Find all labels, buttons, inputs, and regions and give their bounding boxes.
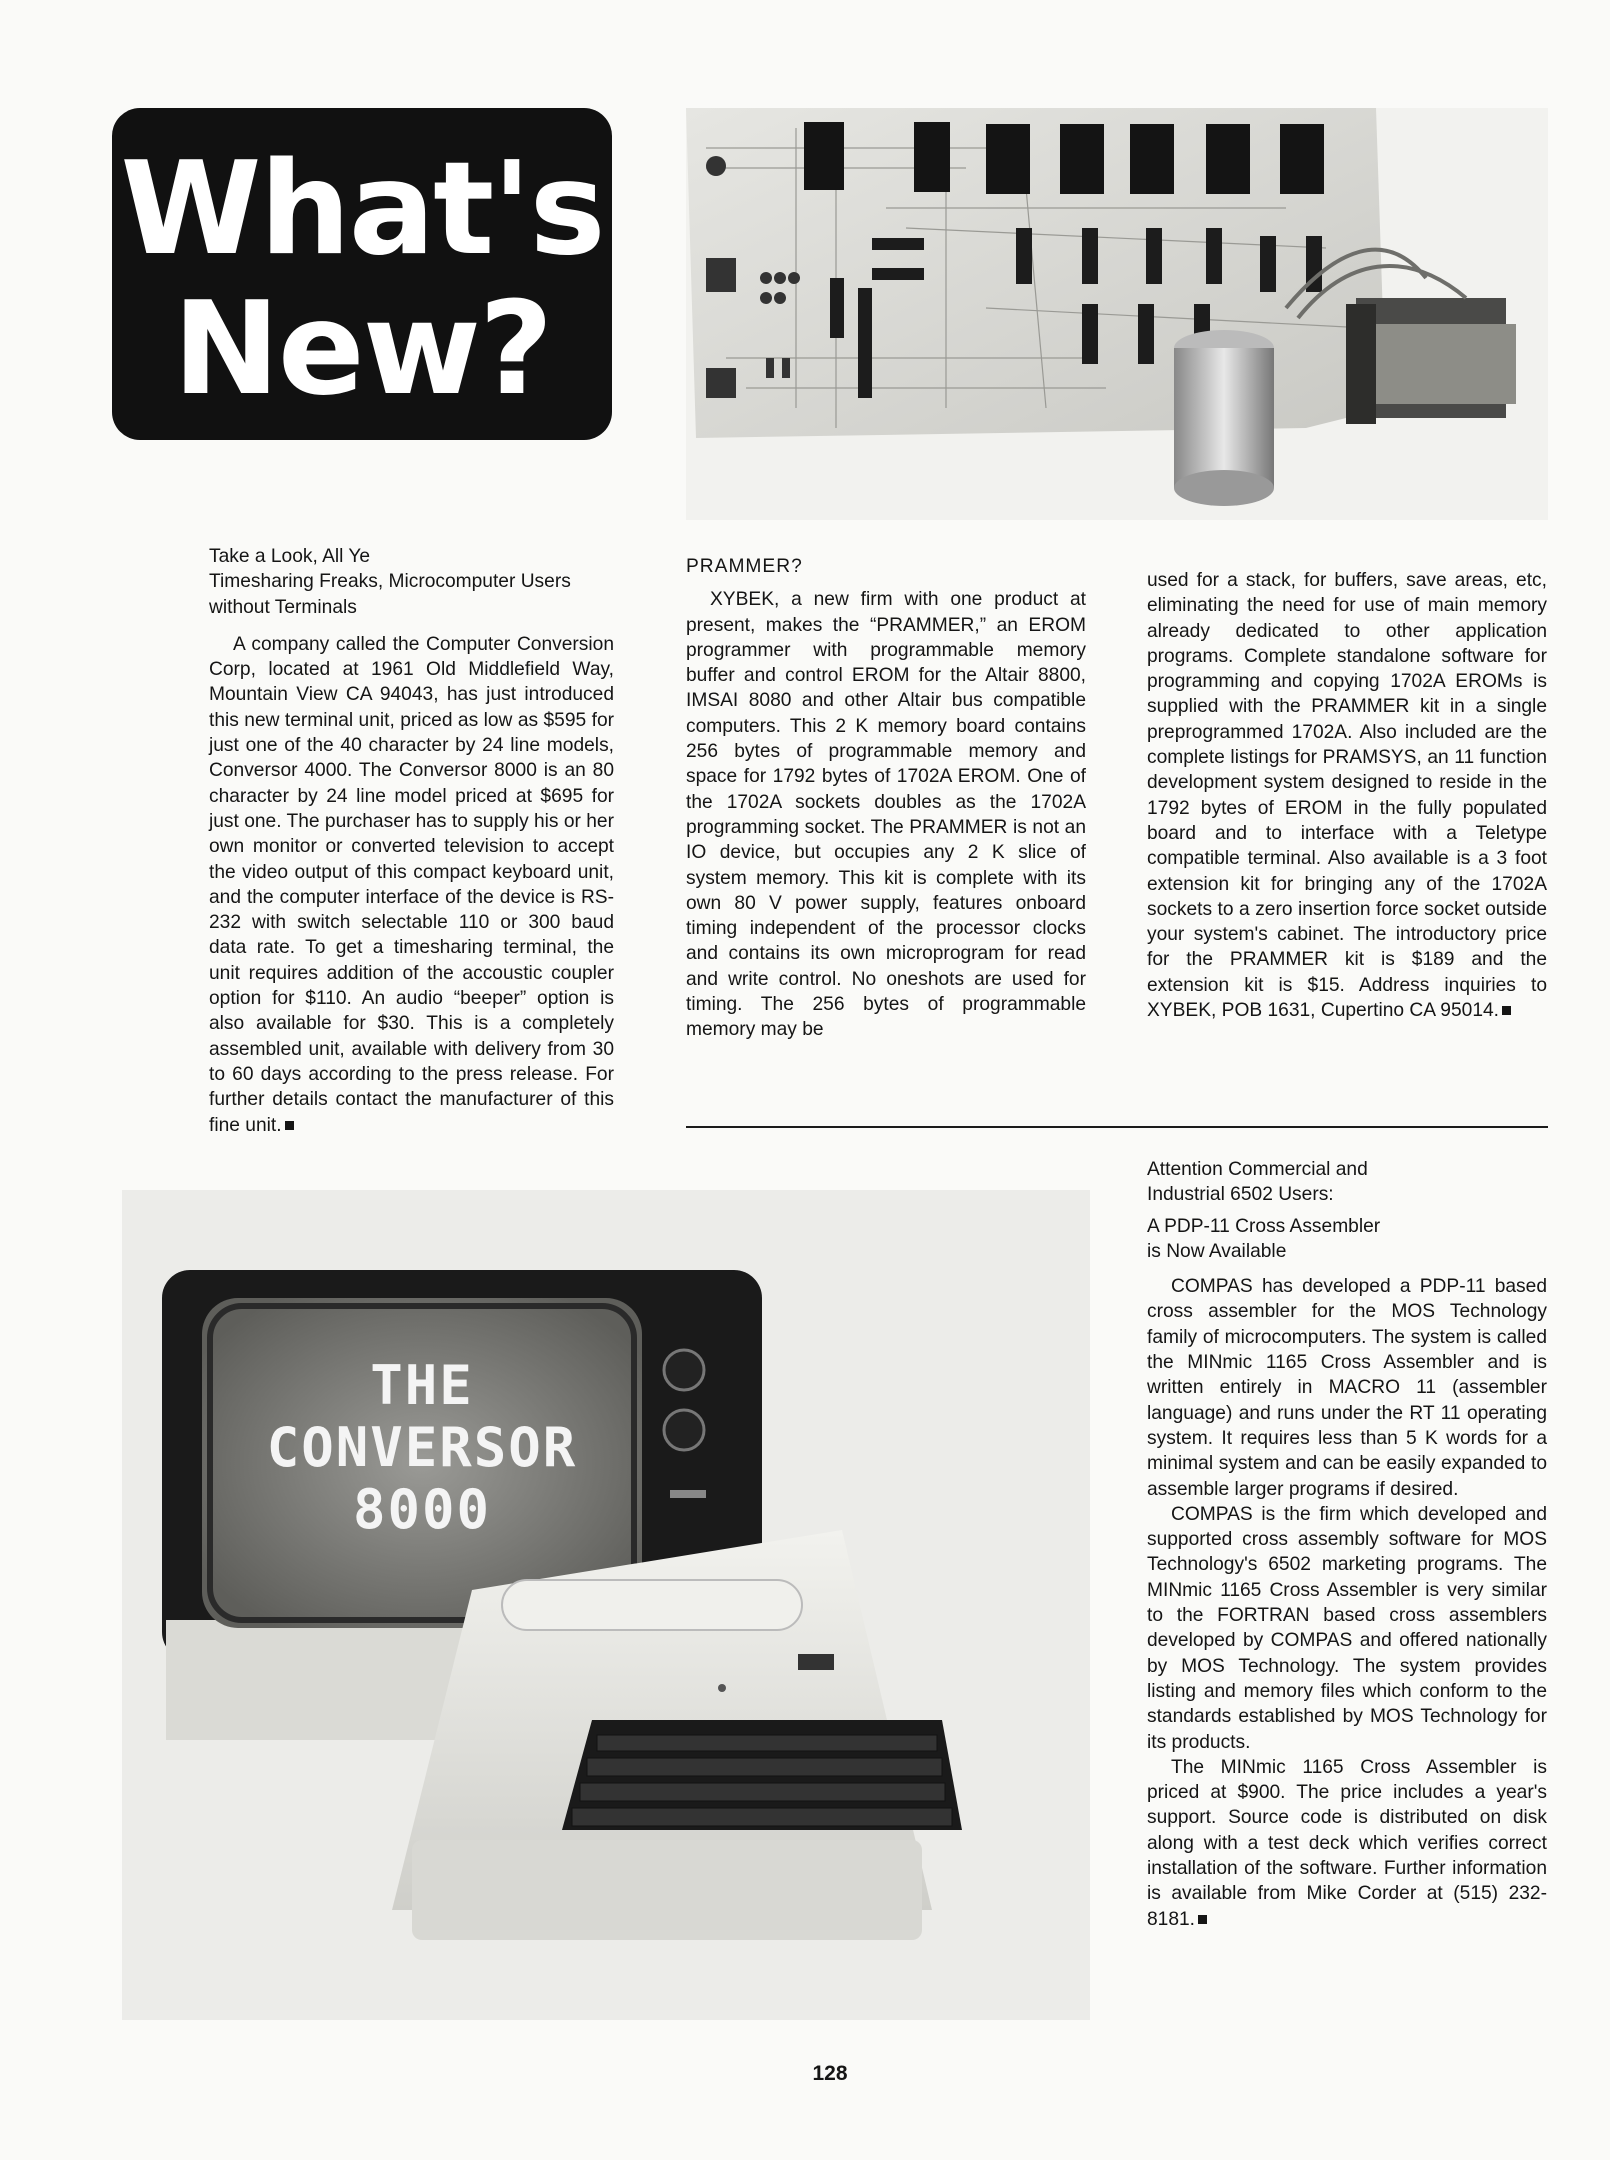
prammer-board-photo: [686, 108, 1548, 520]
article-compas-column: [1147, 1157, 1547, 1932]
article-terminal-title: [209, 544, 614, 620]
article-prammer-body-part1: XYBEK, a new firm with one product at present, makes the “PRAMMER,” an EROM programmer with programmable memory buffer and control EROM for the Altair 8800, IMSAI 8080 and other Altair bus compatible computers. This 2 K memory board contains 256 bytes of programmable memory and space for 1792 bytes of 1702A EROM. One of the 1702A sockets doubles as the 1702A programming socket. The PRAMMER is not an IO device, but occupies any 2 K slice of system memory. This kit is complete with its own 80 V power supply, features onboard timing independent of the processor clocks and contains its own microprogram for read and write control. No oneshots are used for timing. The 256 bytes of programmable memory may be: [686, 589, 1086, 1041]
article-terminal-title-line-2: Timesharing Freaks, Microcomputer Users: [209, 571, 571, 593]
article-terminal-body: [209, 632, 614, 1138]
article-compas-subtitle-line-2: is Now Available: [1147, 1240, 1287, 1262]
article-terminal-title-line-3: without Terminals: [209, 596, 357, 618]
article-compas-paragraph-3-text: The MINmic 1165 Cross Assembler is priced at $900. The price includes a year's support. Source code is distributed on disk along with a test deck which verifies correct installation of the software. Further information is available from Mike Corder at (515) 232-8181.: [1147, 1756, 1547, 1930]
article-compas-title-line-1: Attention Commercial and: [1147, 1159, 1368, 1180]
terminal-screen-line-2: CONVERSOR: [266, 1416, 578, 1479]
article-terminal-column: [209, 544, 614, 1138]
article-compas-paragraph-2: COMPAS is the firm which developed and supported cross assembly software for MOS Technology's 6502 marketing programs. The MINmic 1165 Cross Assembler is very similar to the FORTRAN based cross assemblers developed by COMPAS and offered nationally by MOS Technology. The system provides listing and memory files which conform to the standards established by MOS Technology for its products.: [1147, 1503, 1547, 1753]
article-prammer-column: [686, 554, 1086, 1043]
article-compas-subtitle-line-1: A PDP-11 Cross Assembler: [1147, 1215, 1381, 1237]
heading-line-1: What's: [120, 135, 604, 284]
section-divider: [686, 1126, 1548, 1128]
terminal-screen-line-1: THE: [370, 1354, 474, 1417]
article-compas-paragraph-1: COMPAS has developed a PDP-11 based cross assembler for the MOS Technology family of microcomputers. The system is called the MINmic 1165 Cross Assembler and is written entirely in MACRO 11 (assembler language) and runs under the RT 11 operating system. It requires less than 5 K words for a minimal system and can be easily expanded to assemble larger programs if desired.: [1147, 1276, 1547, 1500]
whats-new-heading-box: [112, 108, 612, 440]
article-compas-title: [1147, 1157, 1547, 1208]
article-prammer-body-part2: [1147, 568, 1547, 1023]
article-compas-subtitle: [1147, 1214, 1547, 1265]
end-mark: [285, 1121, 294, 1130]
end-mark: [1198, 1915, 1207, 1924]
conversor-terminal-photo: [122, 1190, 1090, 2020]
article-terminal-body-text: A company called the Computer Conversion Corp, located at 1961 Old Middlefield Way, Mountain View CA 94043, has just introduced this new terminal unit, priced as low as $595 for just one of the 40 character by 24 line models, Conversor 4000. The Conversor 8000 is an 80 character by 24 line model priced at $695 for just one. The purchaser has to supply his or her own monitor or converted television to accept the video output of this compact keyboard unit, and the computer interface of the device is RS-232 with switch selectable 110 or 300 baud data rate. To get a timesharing terminal, the unit requires addition of the accoustic coupler option for $110. An audio “beeper” option is also available for $30. This is a completely assembled unit, available with delivery from 30 to 60 days according to the press release. For further details contact the manufacturer of this fine unit.: [209, 633, 614, 1136]
article-prammer-column-2: [1147, 568, 1547, 1023]
article-terminal-title-line-1: Take a Look, All Ye: [209, 546, 371, 567]
terminal-illustration: [122, 1190, 1090, 2020]
heading-line-2: New?: [172, 275, 552, 424]
terminal-screen-text: [214, 1355, 630, 1541]
article-compas-title-line-2: Industrial 6502 Users:: [1147, 1184, 1334, 1206]
circuit-board-illustration: [686, 108, 1548, 520]
article-compas-paragraph-3: [1147, 1755, 1547, 1932]
article-prammer-body-part2-text: used for a stack, for buffers, save areas, etc, eliminating the need for use of main memory already dedicated to other application programs. Complete standalone software for programming and copying 1702A EROMs is supplied with the PRAMMER kit in a single preprogrammed 1702A. Also included are the complete listings for PRAMSYS, an 11 function development system designed to reside in the 1792 bytes of EROM in the fully populated board and to interface with a Teletype compatible terminal. Also available is a 3 foot extension kit for bringing any of the 1702A sockets to a zero insertion force socket outside your system's cabinet. The introductory price for the PRAMMER kit is $189 and the extension kit is $15. Address inquiries to XYBEK, POB 1631, Cupertino CA 95014.: [1147, 570, 1547, 1022]
end-mark: [1502, 1006, 1511, 1015]
article-prammer-title: PRAMMER?: [686, 556, 803, 577]
page-number: 128: [812, 2062, 848, 2085]
terminal-screen-line-3: 8000: [352, 1478, 492, 1541]
